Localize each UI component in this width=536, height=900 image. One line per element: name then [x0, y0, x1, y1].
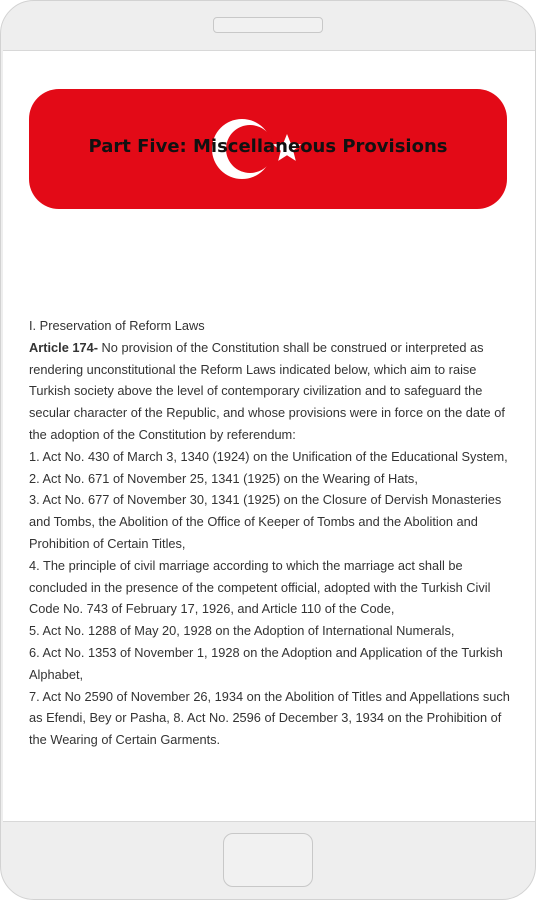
article-intro: No provision of the Constitution shall be construed or interpreted as rendering unconstitutional the Reform Laws indicated below, which aim to raise Turkish society above the level of contemporary civilization and to safeguard the secular character of the Republic, and whose provisions were in force on the date of the adoption of the Constitution by referendum: [29, 339, 505, 442]
reform-law-item: 5. Act No. 1288 of May 20, 1928 on the Adoption of International Numerals, [29, 623, 455, 639]
reform-law-item: 6. Act No. 1353 of November 1, 1928 on the Adoption and Application of the Turkish Alphabet, [29, 644, 503, 682]
article-body [29, 315, 511, 751]
reform-law-item: 2. Act No. 671 of November 25, 1341 (1925) on the Wearing of Hats, [29, 470, 418, 486]
article-label: Article 174- [29, 339, 98, 355]
screen[interactable] [3, 50, 535, 822]
reform-law-item: 7. Act No 2590 of November 26, 1934 on the Abolition of Titles and Appellations such as Efendi, Bey or Pasha, 8. Act No. 2596 of December 3, 1934 on the Prohibition of the Wearing of Certain Garments. [29, 688, 510, 748]
page-title: Part Five: Miscellaneous Provisions [88, 136, 448, 157]
home-button[interactable] [223, 833, 313, 887]
article-paragraph [29, 337, 511, 446]
section-banner [29, 89, 507, 209]
section-heading: I. Preservation of Reform Laws [29, 318, 205, 333]
reform-law-item: 4. The principle of civil marriage according to which the marriage act shall be concluded in the presence of the competent official, adopted with the Turkish Civil Code No. 743 of February 17, 1926, and Article 110 of the Code, [29, 557, 491, 617]
earpiece-speaker [213, 17, 323, 33]
reform-law-item: 1. Act No. 430 of March 3, 1340 (1924) on the Unification of the Educational System, [29, 448, 508, 464]
reform-law-item: 3. Act No. 677 of November 30, 1341 (1925) on the Closure of Dervish Monasteries and Tombs, the Abolition of the Office of Keeper of Tombs and the Abolition and Prohibition of Certain Titles, [29, 492, 502, 551]
